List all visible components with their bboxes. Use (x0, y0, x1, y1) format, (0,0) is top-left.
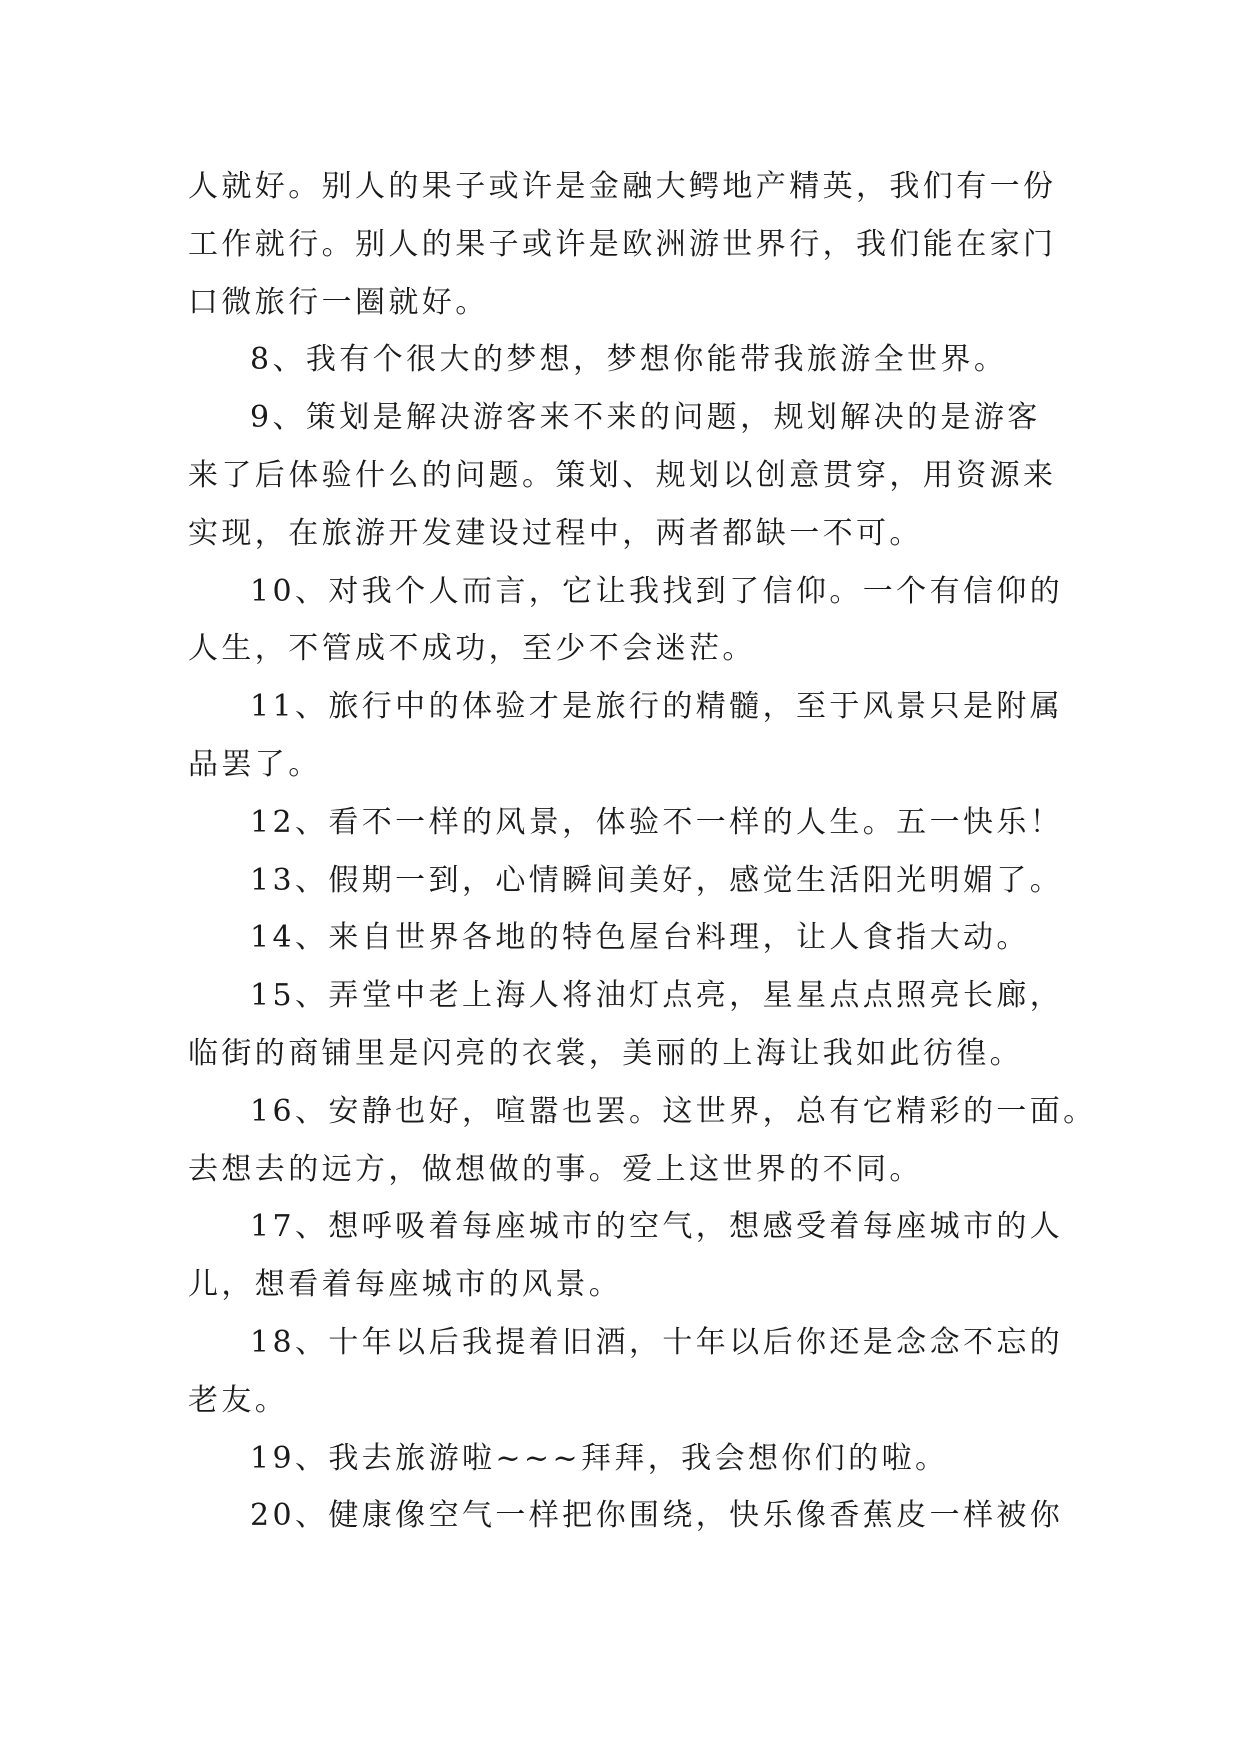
text-line: 人就好。别人的果子或许是金融大鳄地产精英，我们有一份 (188, 169, 1057, 204)
text-line: 工作就行。别人的果子或许是欧洲游世界行，我们能在家门 (188, 226, 1057, 262)
text-line: 20、健康像空气一样把你围绕，快乐像香蕉皮一样被你 (250, 1498, 1064, 1534)
text-line: 15、弄堂中老上海人将油灯点亮，星星点点照亮长廊， (250, 978, 1064, 1014)
text-line: 18、十年以后我提着旧酒，十年以后你还是念念不忘的 (250, 1324, 1064, 1360)
text-line: 12、看不一样的风景，体验不一样的人生。五一快乐！ (250, 804, 1064, 840)
text-line: 口微旅行一圈就好。 (188, 284, 489, 320)
text-line: 人生，不管成不成功，至少不会迷茫。 (188, 631, 756, 667)
text-line: 19、我去旅游啦~~~拜拜，我会想你们的啦。 (250, 1440, 949, 1476)
text-line: 16、安静也好，喧嚣也罢。这世界，总有它精彩的一面。 (250, 1093, 1097, 1129)
text-line: 14、来自世界各地的特色屋台料理，让人食指大动。 (250, 920, 1030, 956)
text-line: 13、假期一到，心情瞬间美好，感觉生活阳光明媚了。 (250, 862, 1064, 898)
text-line: 来了后体验什么的问题。策划、规划以创意贯穿，用资源来 (188, 457, 1057, 493)
document-body (188, 158, 1097, 1545)
text-line: 11、旅行中的体验才是旅行的精髓，至于风景只是附属 (250, 689, 1064, 725)
text-line: 8、我有个很大的梦想，梦想你能带我旅游全世界。 (250, 342, 1008, 378)
text-line: 10、对我个人而言，它让我找到了信仰。一个有信仰的 (250, 573, 1064, 609)
text-line: 17、想呼吸着每座城市的空气，想感受着每座城市的人 (250, 1209, 1064, 1245)
text-line: 品罢了。 (188, 746, 322, 782)
text-line: 老友。 (188, 1382, 289, 1418)
text-line: 9、策划是解决游客来不来的问题，规划解决的是游客 (250, 400, 1041, 436)
text-line: 儿，想看着每座城市的风景。 (188, 1267, 623, 1303)
text-line: 临街的商铺里是闪亮的衣裳，美丽的上海让我如此彷徨。 (188, 1035, 1023, 1071)
text-line: 实现，在旅游开发建设过程中，两者都缺一不可。 (188, 515, 923, 551)
text-line: 去想去的远方，做想做的事。爱上这世界的不同。 (188, 1151, 923, 1187)
